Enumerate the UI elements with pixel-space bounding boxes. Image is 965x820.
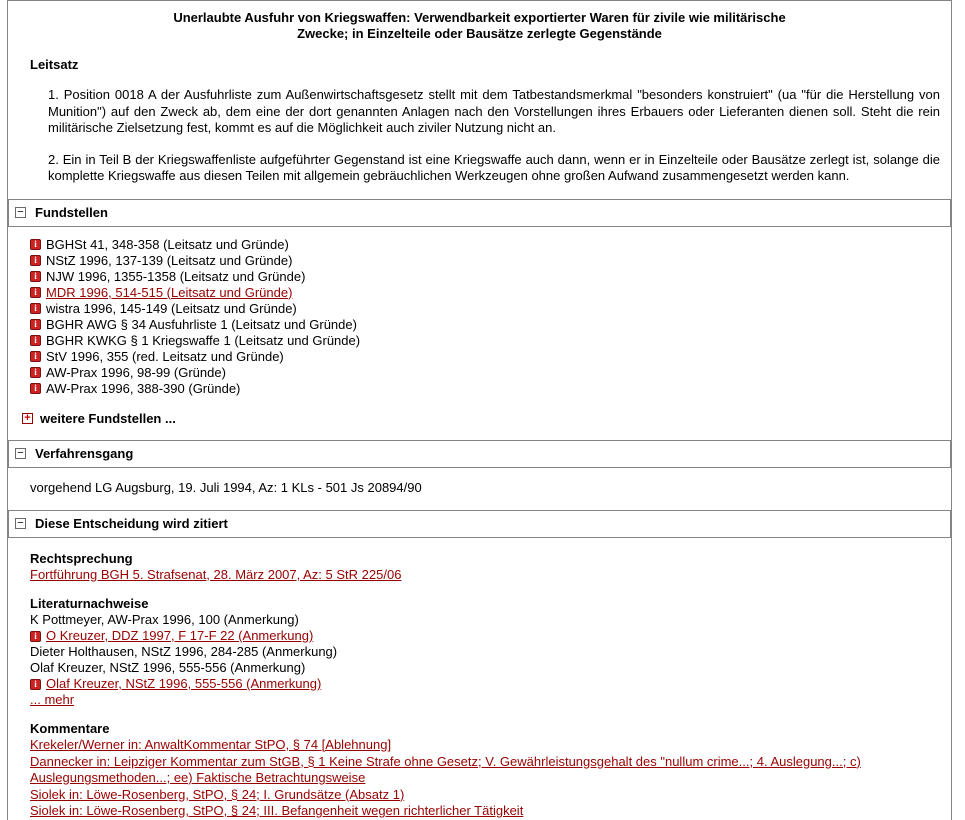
fundstelle-item <box>30 237 940 253</box>
reference-info-icon[interactable]: i <box>30 351 41 362</box>
expand-plus-icon[interactable]: + <box>22 413 33 424</box>
fundstelle-text: AW-Prax 1996, 388-390 (Gründe) <box>46 380 241 396</box>
literatur-entry <box>30 612 940 628</box>
fundstelle-text: NStZ 1996, 137-139 (Leitsatz und Gründe) <box>46 252 293 268</box>
fundstelle-item <box>30 333 940 349</box>
reference-info-icon[interactable]: i <box>30 287 41 298</box>
literatur-link[interactable]: Olaf Kreuzer, NStZ 1996, 555-556 (Anmerkung) <box>46 676 322 691</box>
fundstelle-item <box>30 285 940 301</box>
fundstelle-text: wistra 1996, 145-149 (Leitsatz und Gründe) <box>46 300 297 316</box>
literatur-text: Olaf Kreuzer, NStZ 1996, 555-556 (Anmerkung) <box>30 660 306 675</box>
weitere-fundstellen[interactable] <box>22 411 951 426</box>
collapse-minus-icon[interactable]: − <box>15 207 26 218</box>
zitiert-heading: Diese Entscheidung wird zitiert <box>35 515 228 531</box>
fundstelle-item <box>30 381 940 397</box>
fundstelle-item <box>30 365 940 381</box>
reference-info-icon[interactable]: i <box>30 303 41 314</box>
reference-info-icon[interactable]: i <box>30 319 41 330</box>
collapse-minus-icon[interactable]: − <box>15 448 26 459</box>
leitsatz-paragraph-1: 1. Position 0018 A der Ausfuhrliste zum Außenwirtschaftsgesetz stellt mit dem Tatbestandsmerkmal "besonders konstruiert" (ua "für die Herstellung von Munition") auf den Zweck ab, dem eine der dort genannten Anlagen nach den Vorstellungen ihres Erbauers oder Lieferanten dienen soll. Steht die rein militärische Zielsetzung fest, kommt es auf die Möglichkeit auch ziviler Nutzung nicht an. <box>48 87 940 135</box>
reference-info-icon[interactable]: i <box>30 679 41 690</box>
page-title-line1: Unerlaubte Ausfuhr von Kriegswaffen: Verwendbarkeit exportierter Waren für zivile wie militärische <box>173 10 786 25</box>
leitsatz-heading: Leitsatz <box>30 57 79 72</box>
verfahrensgang-section-header <box>8 440 951 468</box>
verfahrensgang-text: vorgehend LG Augsburg, 19. Juli 1994, Az: 1 KLs - 501 Js 20894/90 <box>30 479 422 495</box>
literaturnachweise-heading: Literaturnachweise <box>30 596 149 611</box>
kommentare-heading: Kommentare <box>30 721 110 736</box>
kommentar-link[interactable]: Siolek in: Löwe-Rosenberg, StPO, § 24; III. Befangenheit wegen richterlicher Tätigkeit <box>30 803 524 818</box>
verfahrensgang-heading: Verfahrensgang <box>35 445 134 461</box>
fundstelle-text: BGHR KWKG § 1 Kriegswaffe 1 (Leitsatz und Gründe) <box>46 332 361 348</box>
fundstelle-text: StV 1996, 355 (red. Leitsatz und Gründe) <box>46 348 284 364</box>
zitiert-section-header <box>8 510 951 538</box>
reference-info-icon[interactable]: i <box>30 367 41 378</box>
kommentare-block <box>30 720 940 820</box>
page-title-line2: Zwecke; in Einzelteile oder Bausätze zerlegte Gegenstände <box>297 26 662 41</box>
fundstelle-text: AW-Prax 1996, 98-99 (Gründe) <box>46 364 226 380</box>
rechtsprechung-heading: Rechtsprechung <box>30 550 133 566</box>
collapse-minus-icon[interactable]: − <box>15 518 26 529</box>
literaturnachweise-block <box>30 595 940 708</box>
literatur-link[interactable]: O Kreuzer, DDZ 1997, F 17-F 22 (Anmerkung) <box>46 628 314 643</box>
fundstelle-item <box>30 269 940 285</box>
reference-info-icon[interactable]: i <box>30 239 41 250</box>
fundstellen-list <box>30 237 940 397</box>
kommentar-link[interactable]: Siolek in: Löwe-Rosenberg, StPO, § 24; I. Grundsätze (Absatz 1) <box>30 786 405 802</box>
decision-page <box>7 0 952 820</box>
fundstelle-item <box>30 349 940 365</box>
literatur-entry <box>30 676 940 692</box>
literatur-entry <box>30 644 940 660</box>
reference-info-icon[interactable]: i <box>30 335 41 346</box>
fundstelle-item <box>30 253 940 269</box>
page-title <box>8 1 951 42</box>
rechtsprechung-block <box>30 550 940 584</box>
fundstelle-text: NJW 1996, 1355-1358 (Leitsatz und Gründe) <box>46 268 306 284</box>
literatur-text: K Pottmeyer, AW-Prax 1996, 100 (Anmerkung) <box>30 612 299 627</box>
reference-info-icon[interactable]: i <box>30 255 41 266</box>
fundstelle-item <box>30 317 940 333</box>
literatur-mehr-row <box>30 692 940 708</box>
literatur-text: Dieter Holthausen, NStZ 1996, 284-285 (Anmerkung) <box>30 644 338 659</box>
literatur-entry <box>30 628 940 644</box>
fundstellen-section-header <box>8 199 951 227</box>
fundstelle-item <box>30 301 940 317</box>
leitsatz-paragraph-2: 2. Ein in Teil B der Kriegswaffenliste aufgeführter Gegenstand ist eine Kriegswaffe auch dann, wenn er in Einzelteile oder Bausätze zerlegt ist, solange die komplette Kriegswaffe aus diesen Teilen mit allgemein gebräuchlichen Werkzeugen ohne großen Aufwand zusammengesetzt werden kann. <box>48 151 940 183</box>
reference-info-icon[interactable]: i <box>30 271 41 282</box>
fundstellen-heading: Fundstellen <box>35 204 108 220</box>
fundstelle-text: BGHR AWG § 34 Ausfuhrliste 1 (Leitsatz und Gründe) <box>46 316 357 332</box>
fundstelle-link[interactable]: MDR 1996, 514-515 (Leitsatz und Gründe) <box>46 284 293 300</box>
reference-info-icon[interactable]: i <box>30 383 41 394</box>
kommentar-link[interactable]: Krekeler/Werner in: AnwaltKommentar StPO, § 74 [Ablehnung] <box>30 737 392 752</box>
weitere-fundstellen-label[interactable]: weitere Fundstellen ... <box>40 410 176 426</box>
mehr-link[interactable]: ... mehr <box>30 692 75 707</box>
kommentar-link[interactable]: Dannecker in: Leipziger Kommentar zum StGB, § 1 Keine Strafe ohne Gesetz; V. Gewährleistungsgehalt des "nullum crime...; 4. Auslegung...; c) Auslegungsmethoden...; ee) Faktische Betrachtungsweise <box>30 753 861 785</box>
reference-info-icon[interactable]: i <box>30 631 41 642</box>
literatur-entry <box>30 660 940 676</box>
rechtsprechung-link[interactable]: Fortführung BGH 5. Strafsenat, 28. März 2007, Az: 5 StR 225/06 <box>30 566 402 582</box>
fundstelle-text: BGHSt 41, 348-358 (Leitsatz und Gründe) <box>46 236 289 252</box>
